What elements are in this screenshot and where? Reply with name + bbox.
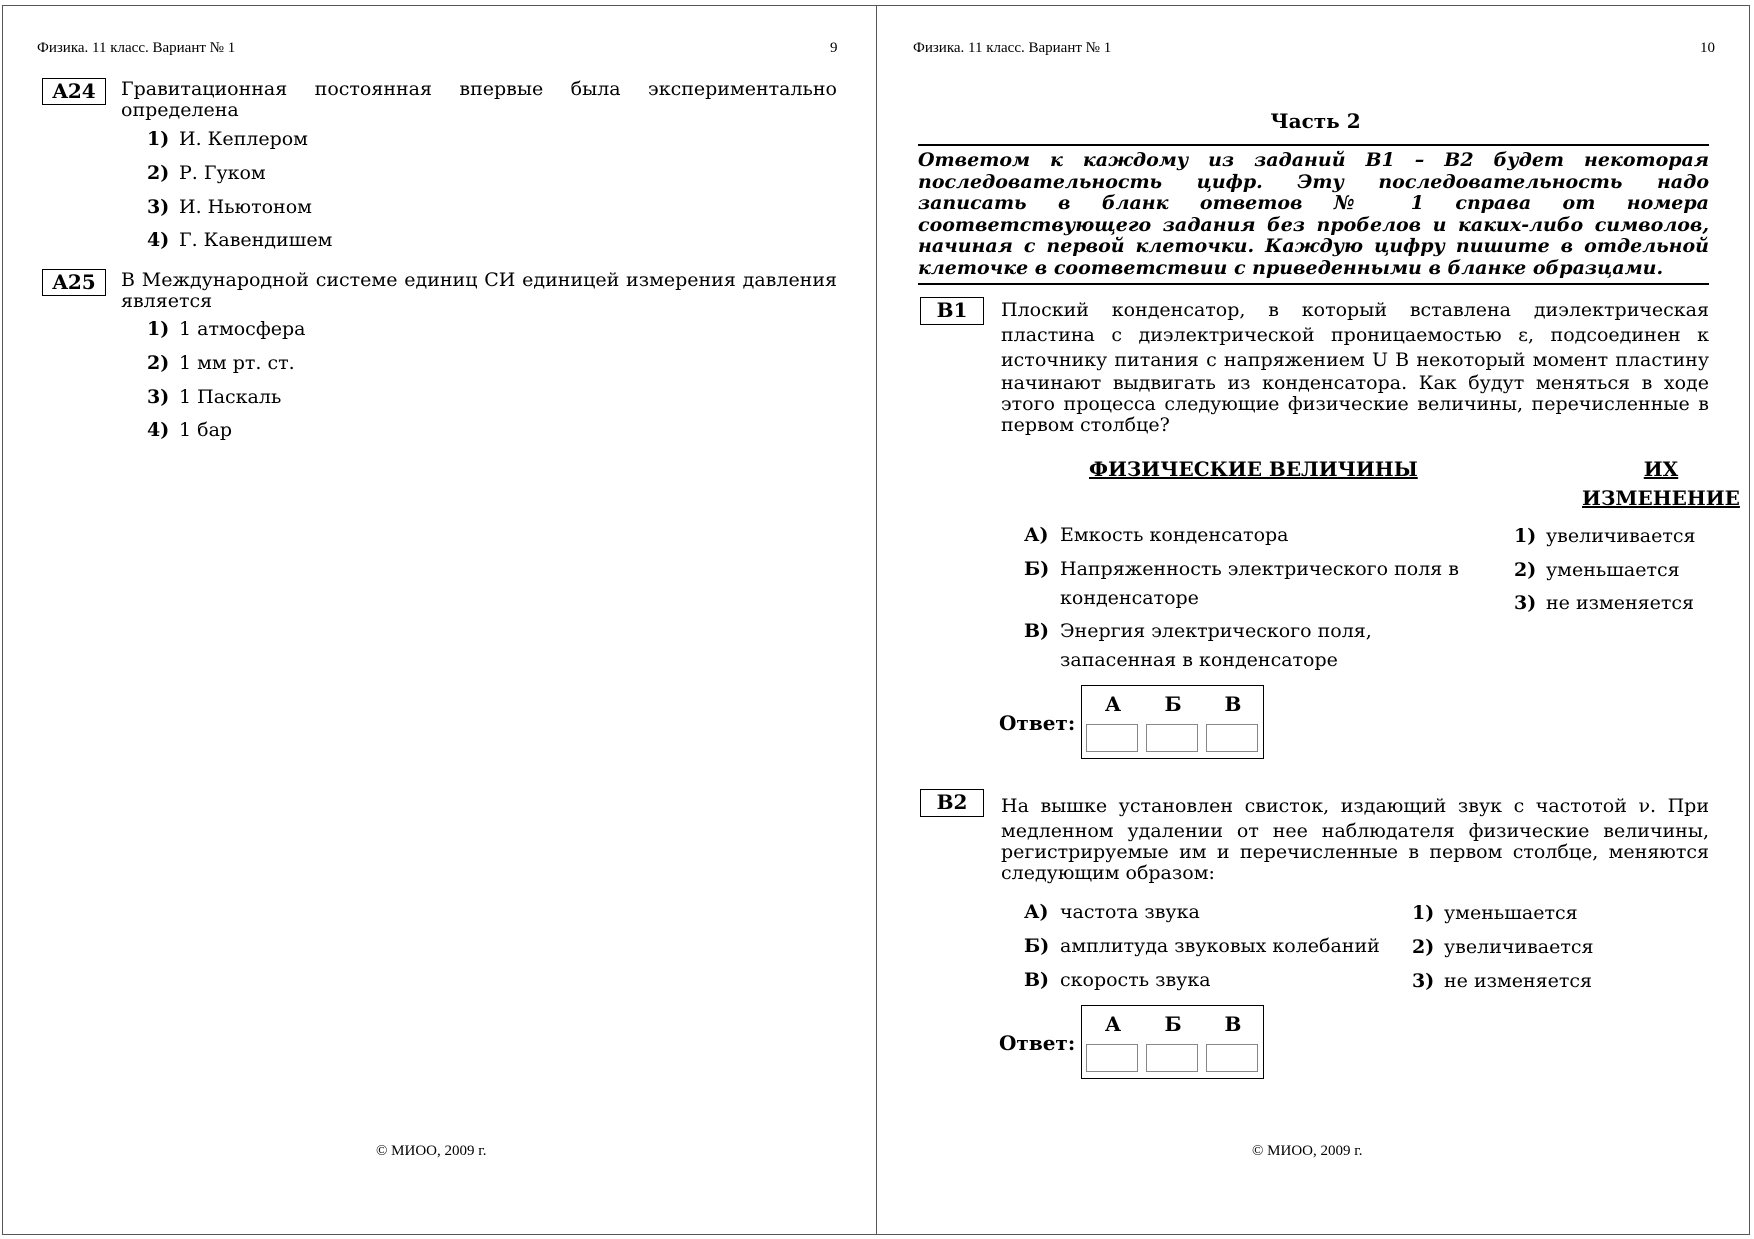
option-text: Г. Кавендишем — [179, 229, 333, 251]
question-line: следующим образом: — [1001, 862, 1215, 884]
answer-column-header: А — [1104, 692, 1122, 716]
answer-column-header: В — [1224, 692, 1242, 716]
page-footer: © МИОО, 2009 г. — [1252, 1143, 1363, 1159]
option-text: увеличивается — [1444, 936, 1594, 958]
item-label: В) — [1024, 620, 1050, 642]
question-line: первом столбце? — [1001, 414, 1170, 436]
question-number-a24: A24 — [42, 78, 106, 105]
option-text: уменьшается — [1444, 902, 1578, 924]
question-line: является — [121, 290, 213, 312]
option-number: 2) — [147, 352, 170, 374]
answer-cell-v[interactable] — [1206, 1044, 1258, 1072]
question-line: начинают выдвигать из конденсатора. Как будут меняться в ходе — [1001, 372, 1709, 394]
quantity-item — [1024, 617, 1464, 675]
right-page — [877, 0, 1754, 1239]
quantity-item — [1024, 932, 1424, 961]
option-number: 3) — [1412, 970, 1435, 992]
quantity-item — [1024, 966, 1424, 995]
option-text: не изменяется — [1546, 592, 1695, 614]
item-text: Напряженность электрического поля в — [1060, 558, 1459, 580]
change-option — [1514, 592, 1694, 614]
question-number-b1: B1 — [920, 297, 984, 325]
option-text: 1 мм рт. ст. — [179, 352, 295, 374]
question-line: пластина с диэлектрической проницаемостью ε, подсоединен к — [1001, 324, 1709, 346]
answer-label: Ответ: — [999, 711, 1076, 735]
option-number: 3) — [147, 196, 170, 218]
option-number: 3) — [1514, 592, 1537, 614]
question-line: Гравитационная постоянная впервые была экспериментально — [121, 78, 837, 100]
answer-option — [147, 318, 305, 340]
option-number: 4) — [147, 419, 170, 441]
item-text: Энергия электрического поля, — [1060, 620, 1372, 642]
item-label: Б) — [1024, 558, 1050, 580]
left-page — [0, 0, 876, 1239]
answer-column-header: Б — [1164, 1012, 1182, 1036]
answer-grid — [1081, 685, 1264, 759]
bottom-rule — [918, 283, 1709, 285]
item-label: А) — [1024, 524, 1049, 546]
column-header-quantities: ФИЗИЧЕСКИЕ ВЕЛИЧИНЫ — [1089, 457, 1418, 481]
option-text: 1 Паскаль — [179, 386, 282, 408]
quantity-item — [1024, 898, 1424, 927]
answer-option — [147, 419, 232, 441]
question-line: этого процесса следующие физические величины, перечисленные в — [1001, 393, 1709, 415]
question-number-b2: B2 — [920, 789, 984, 817]
item-text: скорость звука — [1060, 969, 1211, 991]
part-instructions — [918, 150, 1709, 279]
answer-column-header: Б — [1164, 692, 1182, 716]
question-line: определена — [121, 99, 239, 121]
option-number: 1) — [147, 318, 170, 340]
question-text-b2 — [1001, 796, 1709, 884]
answer-option — [147, 386, 281, 408]
option-number: 2) — [1514, 559, 1537, 581]
question-line: Плоский конденсатор, в который вставлена диэлектрическая — [1001, 299, 1709, 321]
page-header: Физика. 11 класс. Вариант № 1 — [913, 40, 1112, 56]
answer-option — [147, 196, 312, 218]
question-line: медленном удалении от нее наблюдателя физические величины, — [1001, 820, 1709, 842]
item-label: В) — [1024, 969, 1050, 991]
item-label: Б) — [1024, 935, 1050, 957]
item-text: амплитуда звуковых колебаний — [1060, 935, 1380, 957]
answer-label: Ответ: — [999, 1031, 1076, 1055]
question-line: В Международной системе единиц СИ единицей измерения давления — [121, 269, 837, 291]
option-number: 3) — [147, 386, 170, 408]
answer-option — [147, 229, 332, 251]
question-line: регистрируемые им и перечисленные в первом столбце, меняются — [1001, 841, 1709, 863]
change-option — [1514, 559, 1680, 581]
option-number: 1) — [147, 128, 170, 150]
part-title: Часть 2 — [1270, 109, 1361, 133]
question-number-a25: A25 — [42, 269, 106, 296]
instruction-line: соответствующего задания без пробелов и каких-либо символов, — [918, 213, 1709, 236]
option-text: не изменяется — [1444, 970, 1593, 992]
page-footer: © МИОО, 2009 г. — [376, 1143, 487, 1159]
change-option — [1412, 902, 1578, 924]
item-text: конденсаторе — [1060, 587, 1199, 609]
question-text-b1 — [1001, 300, 1709, 436]
item-label: А) — [1024, 901, 1049, 923]
instruction-line: Ответом к каждому из заданий В1 – В2 будет некоторая — [918, 149, 1709, 171]
option-text: увеличивается — [1546, 525, 1696, 547]
item-text: частота звука — [1060, 901, 1200, 923]
option-number: 1) — [1412, 902, 1435, 924]
column-header-change: ИХ — [1643, 457, 1679, 481]
change-option — [1412, 936, 1594, 958]
page-number: 10 — [1700, 40, 1715, 56]
question-text-a24 — [121, 79, 837, 121]
option-text: И. Кеплером — [179, 128, 308, 150]
answer-option — [147, 352, 295, 374]
item-text: запасенная в конденсаторе — [1060, 649, 1338, 671]
answer-grid — [1081, 1005, 1264, 1079]
option-text: уменьшается — [1546, 559, 1680, 581]
answer-option — [147, 128, 308, 150]
answer-column-header: В — [1224, 1012, 1242, 1036]
question-line: На вышке установлен свисток, издающий звук с частотой ν. При — [1001, 795, 1709, 817]
option-number: 4) — [147, 229, 170, 251]
instruction-line: записать в бланк ответов № 1 справа от номера — [918, 192, 1709, 214]
option-number: 1) — [1514, 525, 1537, 547]
option-text: 1 атмосфера — [179, 318, 306, 340]
option-text: И. Ньютоном — [179, 196, 312, 218]
answer-option — [147, 162, 266, 184]
change-option — [1514, 525, 1696, 547]
option-number: 2) — [1412, 936, 1435, 958]
answer-cell-v[interactable] — [1206, 724, 1258, 752]
answer-column-header: А — [1104, 1012, 1122, 1036]
item-text: Емкость конденсатора — [1060, 524, 1289, 546]
page-header: Физика. 11 класс. Вариант № 1 — [37, 40, 236, 56]
option-text: 1 бар — [179, 419, 233, 441]
instruction-line: начиная с первой клеточки. Каждую цифру пишите в отдельной — [918, 235, 1709, 257]
option-text: Р. Гуком — [179, 162, 266, 184]
answer-cell-b[interactable] — [1146, 1044, 1198, 1072]
answer-cell-b[interactable] — [1146, 724, 1198, 752]
quantity-item — [1024, 555, 1464, 613]
instruction-line: последовательность цифр. Эту последовательность надо — [918, 170, 1709, 193]
answer-cell-a[interactable] — [1086, 1044, 1138, 1072]
page-number: 9 — [830, 40, 838, 56]
top-rule — [918, 144, 1709, 146]
question-text-a25 — [121, 270, 837, 312]
quantity-item — [1024, 521, 1464, 550]
change-option — [1412, 970, 1592, 992]
instruction-line: клеточке в соответствии с приведенными в бланке образцами. — [918, 256, 1664, 279]
question-line: источнику питания с напряжением U В некоторый момент пластину — [1001, 349, 1709, 371]
option-number: 2) — [147, 162, 170, 184]
column-header-change: ИЗМЕНЕНИЕ — [1582, 486, 1740, 510]
answer-cell-a[interactable] — [1086, 724, 1138, 752]
